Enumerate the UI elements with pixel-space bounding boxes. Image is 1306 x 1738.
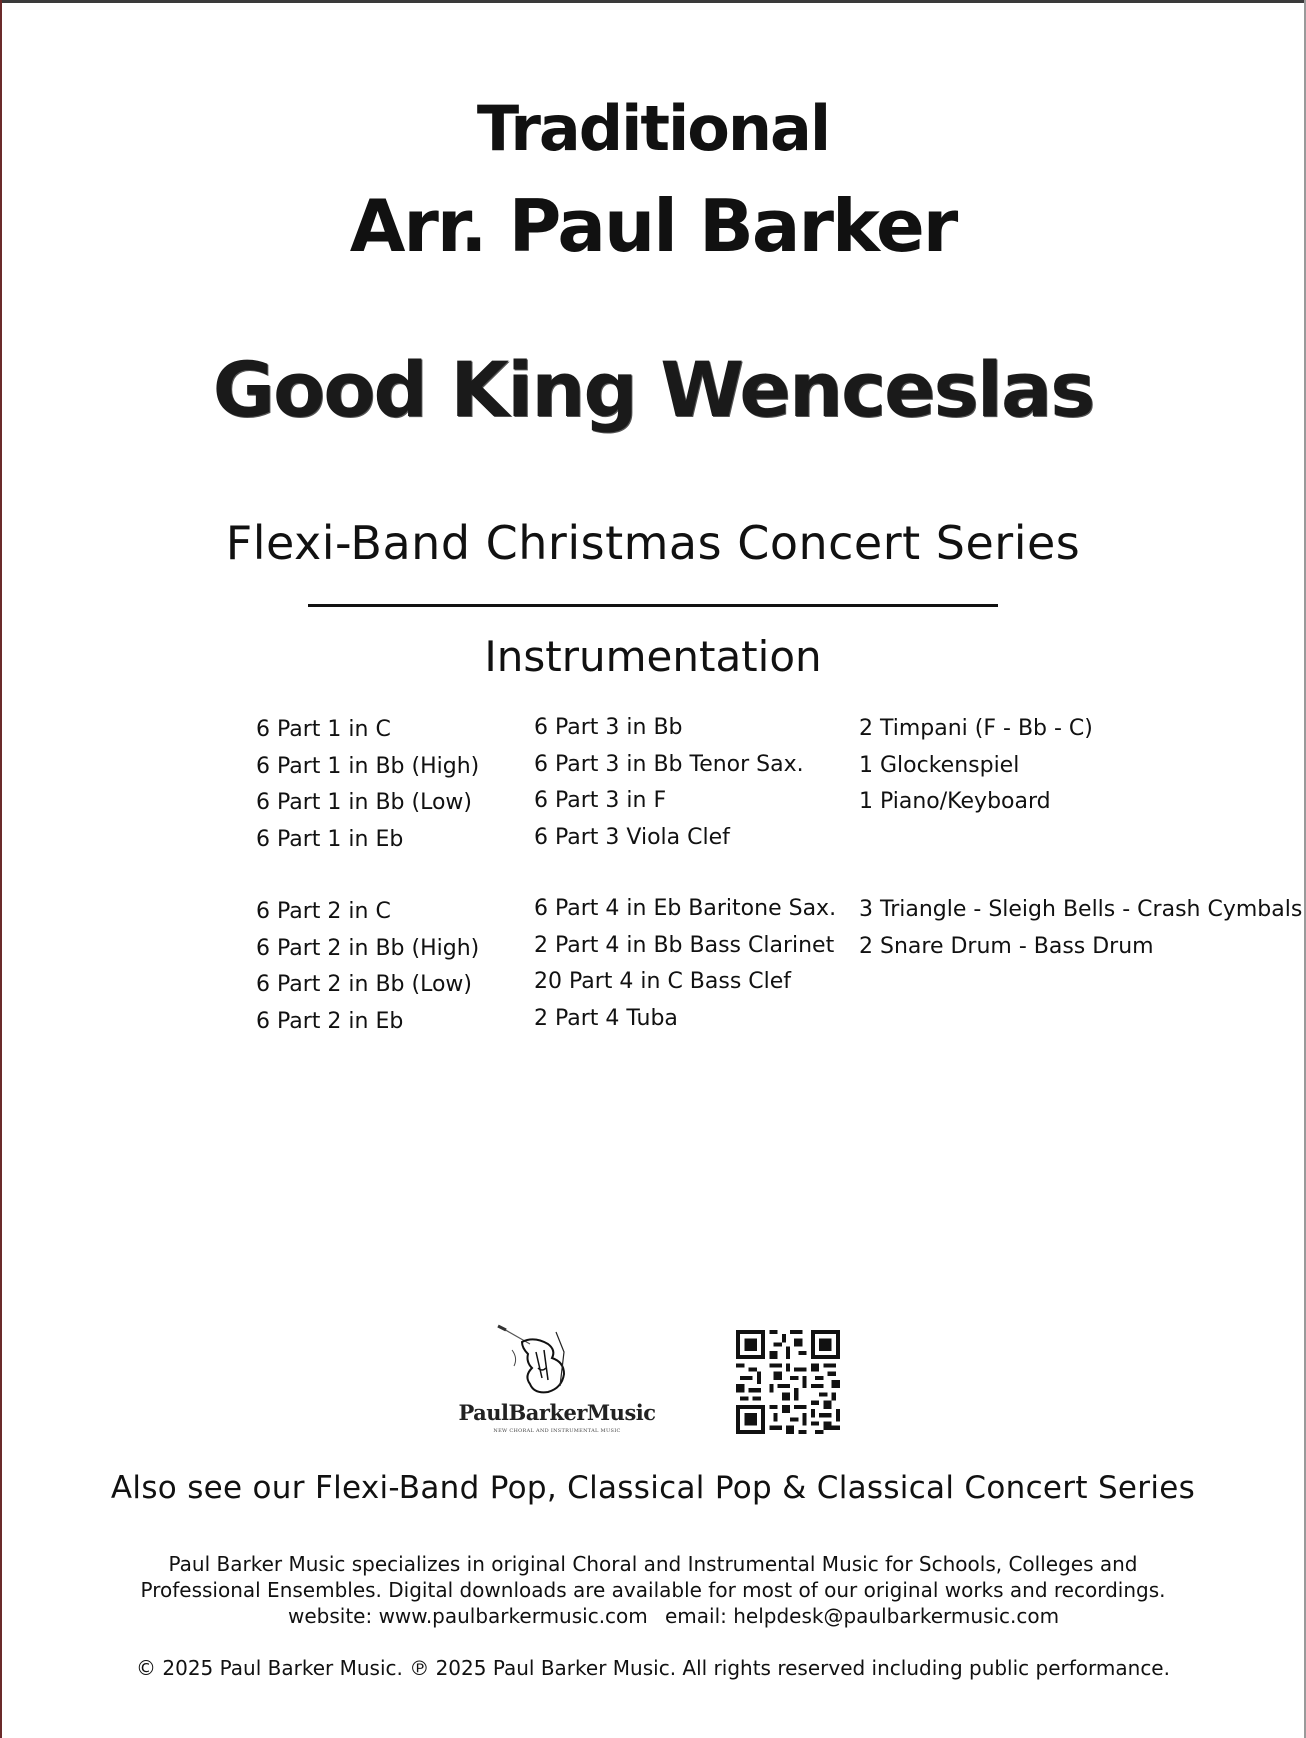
instrument-item: 1 Glockenspiel <box>859 752 1020 778</box>
about-line-2: Professional Ensembles. Digital downloads are available for most of our original works and recordings. <box>140 1578 1166 1602</box>
instrument-list-part1 <box>256 712 479 858</box>
arranger-line: Arr. Paul Barker <box>349 184 957 268</box>
website-link[interactable]: website: www.paulbarkermusic.com <box>288 1604 648 1628</box>
instrument-item: 6 Part 3 in Bb Tenor Sax. <box>534 751 804 777</box>
violin-icon <box>452 1322 662 1402</box>
instrument-item: 6 Part 4 in Eb Baritone Sax. <box>534 896 837 921</box>
also-see-line: Also see our Flexi-Band Pop, Classical Pop & Classical Concert Series <box>110 1470 1196 1506</box>
paul-barker-music-logo <box>452 1322 662 1440</box>
instrument-item: 2 Timpani (F - Bb - C) <box>859 716 1093 741</box>
heading-divider <box>308 604 998 607</box>
instrument-list-part4 <box>534 891 836 1037</box>
instrument-item: 6 Part 3 Viola Clef <box>534 824 730 850</box>
qr-code-icon <box>736 1330 840 1434</box>
instrument-item: 3 Triangle - Sleigh Bells - Crash Cymbals <box>859 897 1303 922</box>
instrument-item: 6 Part 2 in Bb (Low) <box>256 972 472 997</box>
instrument-list-part3 <box>534 710 804 856</box>
logo-wordmark: PaulBarkerMusic <box>458 1400 656 1425</box>
instrument-list-part2 <box>256 894 479 1040</box>
logo-tagline: NEW CHORAL AND INSTRUMENTAL MUSIC <box>493 1428 621 1434</box>
instrument-item: 6 Part 2 in Bb (High) <box>256 935 480 961</box>
piece-title: Good King Wenceslas <box>212 345 1094 434</box>
instrument-item: 1 Piano/Keyboard <box>859 789 1051 814</box>
instrument-item: 6 Part 1 in Bb (High) <box>256 753 480 779</box>
instrument-item: 2 Part 4 in Bb Bass Clarinet <box>534 932 835 958</box>
instrument-item: 20 Part 4 in C Bass Clef <box>534 969 792 994</box>
page-border-top <box>0 0 1306 3</box>
series-name: Flexi-Band Christmas Concert Series <box>225 516 1081 570</box>
instrument-item: 6 Part 3 in F <box>534 788 667 813</box>
copyright-line: © 2025 Paul Barker Music. ℗ 2025 Paul Barker Music. All rights reserved including public performance. <box>136 1656 1170 1680</box>
instrument-item: 6 Part 2 in Eb <box>256 1008 404 1034</box>
email-link[interactable]: email: helpdesk@paulbarkermusic.com <box>665 1604 1060 1628</box>
instrument-list-keyboard-percussion <box>859 711 1093 821</box>
instrument-list-percussion <box>859 892 1302 965</box>
composer-line: Traditional <box>476 92 830 165</box>
instrument-item: 6 Part 1 in Eb <box>256 826 404 852</box>
instrumentation-heading: Instrumentation <box>484 632 822 681</box>
about-line-1: Paul Barker Music specializes in original Choral and Instrumental Music for Schools, Colleges and <box>168 1552 1138 1576</box>
instrument-item: 2 Snare Drum - Bass Drum <box>859 933 1154 959</box>
instrument-item: 6 Part 3 in Bb <box>534 715 683 740</box>
instrument-item: 6 Part 2 in C <box>256 899 391 924</box>
instrument-item: 6 Part 1 in C <box>256 717 391 742</box>
instrument-item: 2 Part 4 Tuba <box>534 1005 678 1031</box>
instrument-item: 6 Part 1 in Bb (Low) <box>256 790 472 815</box>
